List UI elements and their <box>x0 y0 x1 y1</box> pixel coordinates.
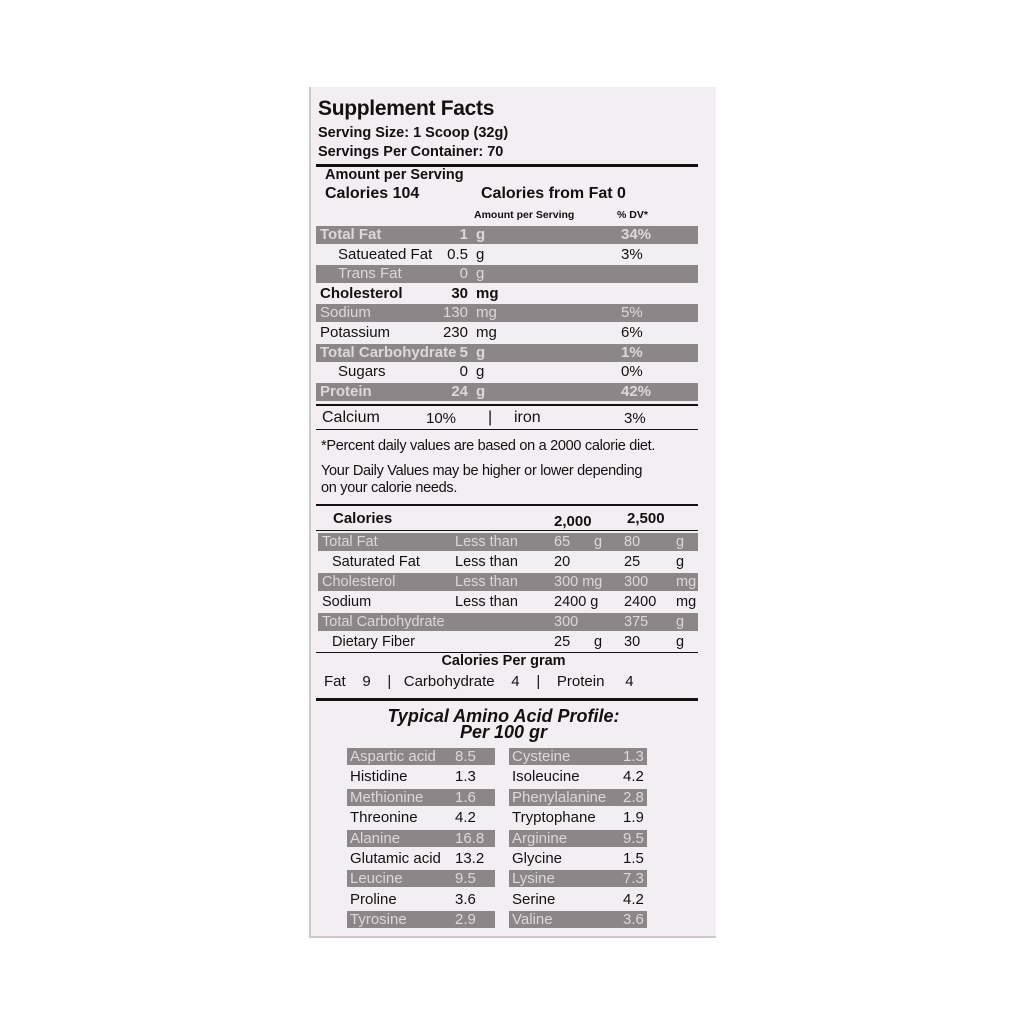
nutrient-row <box>316 344 698 362</box>
dv-value-2000: 65 <box>554 534 571 550</box>
nutrient-name: Protein <box>320 382 372 400</box>
dv-limit: Less than <box>455 554 518 570</box>
amino-value: 4.2 <box>455 809 476 827</box>
dv-unit-2500: mg <box>676 594 697 610</box>
nutrient-name: Cholesterol <box>320 284 403 302</box>
servings-per-container: Servings Per Container: 70 <box>318 144 504 160</box>
footnote-line3: on your calorie needs. <box>321 480 458 496</box>
dv-value-2500: 2400 <box>624 594 657 610</box>
amount-per-serving: Amount per Serving <box>325 167 464 183</box>
dv-row <box>318 613 698 631</box>
amino-row <box>509 809 647 826</box>
amino-row <box>347 768 495 785</box>
dv-col-2500: 2,500 <box>627 510 665 527</box>
calories-per-gram-title: Calories Per gram <box>441 653 566 669</box>
calories-from-fat: Calories from Fat 0 <box>481 185 626 202</box>
nutrient-unit: g <box>476 363 485 381</box>
amino-name: Isoleucine <box>512 768 580 786</box>
amino-value: 1.9 <box>623 809 644 827</box>
nutrient-row <box>316 324 698 342</box>
amino-row <box>347 748 495 765</box>
dv-row <box>318 553 698 571</box>
calories-per-gram-line: Fat 9 | Carbohydrate 4 | Protein 4 <box>324 673 634 690</box>
amino-name: Aspartic acid <box>350 748 436 765</box>
amino-row <box>347 830 495 847</box>
divider <box>316 504 698 506</box>
amino-name: Phenylalanine <box>512 788 607 806</box>
amino-row <box>509 911 647 928</box>
nutrient-name: Potassium <box>320 324 391 341</box>
amino-value: 4.2 <box>623 768 644 786</box>
nutrient-dv: 6% <box>621 324 643 341</box>
nutrient-amount: 30 <box>451 284 468 302</box>
amino-value: 8.5 <box>455 748 476 765</box>
nutrient-unit: mg <box>476 324 497 341</box>
dv-limit: Less than <box>455 574 518 590</box>
amino-row <box>347 891 495 908</box>
nutrient-unit: g <box>476 343 486 361</box>
footnote-line1: *Percent daily values are based on a 2000 calorie diet. <box>321 438 656 454</box>
nutrient-name: Total Carbohydrate <box>320 343 457 361</box>
dv-value-2500: 30 <box>624 634 641 650</box>
amino-name: Proline <box>350 890 397 908</box>
dv-row <box>318 593 698 611</box>
mineral-separator: | <box>488 409 493 426</box>
amino-row <box>509 870 647 887</box>
iron-value: 3% <box>624 410 646 427</box>
amino-name: Valine <box>512 911 553 929</box>
amino-value: 16.8 <box>455 829 485 847</box>
calcium-label: Calcium <box>322 409 380 426</box>
nutrient-amount: 0.5 <box>447 245 468 263</box>
dv-name: Total Carbohydrate <box>322 614 445 630</box>
nutrient-dv: 1% <box>621 343 643 361</box>
nutrient-name: Satueated Fat <box>338 245 433 263</box>
nutrient-amount: 130 <box>442 304 468 322</box>
nutrient-name: Trans Fat <box>338 265 402 283</box>
amino-value: 1.3 <box>455 768 476 786</box>
amino-value: 1.6 <box>455 788 476 806</box>
divider <box>316 530 698 531</box>
dv-row <box>318 533 698 551</box>
amino-name: Leucine <box>350 870 403 888</box>
nutrient-row <box>316 285 698 303</box>
divider <box>316 429 698 430</box>
col-dv-header: % DV* <box>617 209 648 221</box>
nutrient-amount: 1 <box>459 226 468 243</box>
amino-value: 13.2 <box>455 850 485 867</box>
nutrient-dv: 0% <box>621 363 643 381</box>
amino-value: 1.3 <box>623 748 644 765</box>
amino-value: 4.2 <box>623 890 644 908</box>
amino-value: 9.5 <box>455 870 476 888</box>
col-amount-header: Amount per Serving <box>474 209 575 221</box>
amino-subtitle: Per 100 gr <box>459 722 548 742</box>
nutrient-unit: g <box>476 265 485 283</box>
amino-value: 2.8 <box>623 788 644 806</box>
amino-name: Histidine <box>350 768 408 786</box>
nutrient-amount: 0 <box>459 363 468 381</box>
dv-unit-2000: g <box>594 634 603 650</box>
dv-unit-2500: g <box>676 634 685 650</box>
amino-value: 3.6 <box>455 890 476 908</box>
calories: Calories 104 <box>325 185 420 202</box>
nutrient-amount: 5 <box>459 343 468 361</box>
nutrient-unit: mg <box>476 304 497 322</box>
dv-unit-2500: mg <box>676 574 697 590</box>
amino-row <box>509 789 647 806</box>
nutrient-amount: 230 <box>442 324 468 341</box>
nutrient-amount: 0 <box>459 265 468 283</box>
nutrient-name: Sodium <box>320 304 371 322</box>
dv-limit: Less than <box>455 594 518 610</box>
iron-label: iron <box>514 409 541 426</box>
amino-name: Tryptophane <box>512 809 596 827</box>
nutrient-unit: g <box>476 226 486 243</box>
nutrient-name: Total Fat <box>320 226 382 243</box>
supplement-facts-label <box>309 87 716 938</box>
dv-name: Sodium <box>322 594 372 610</box>
amino-name: Serine <box>512 890 556 908</box>
amino-row <box>347 911 495 928</box>
nutrient-unit: g <box>476 245 485 263</box>
nutrient-name: Sugars <box>338 363 386 381</box>
nutrient-dv: 5% <box>621 304 643 322</box>
divider-thick <box>316 698 698 701</box>
amino-value: 3.6 <box>623 911 644 929</box>
nutrient-row <box>316 226 698 244</box>
calcium-value: 10% <box>426 410 457 427</box>
dv-name: Cholesterol <box>322 574 396 590</box>
amino-name: Threonine <box>350 809 418 827</box>
nutrient-unit: g <box>476 382 486 400</box>
dv-name: Total Fat <box>322 534 378 550</box>
amino-name: Glutamic acid <box>350 850 441 867</box>
dv-value-2000: 300 <box>554 614 579 630</box>
dv-name: Saturated Fat <box>332 554 420 570</box>
amino-row <box>347 809 495 826</box>
dv-name: Dietary Fiber <box>332 634 415 650</box>
nutrient-row <box>316 246 698 264</box>
nutrient-dv: 34% <box>621 226 652 243</box>
dv-value-2500: 25 <box>624 554 641 570</box>
dv-value-2500: 300 <box>624 574 649 590</box>
dv-unit-2000: g <box>594 534 603 550</box>
amino-row <box>509 891 647 908</box>
amino-title: Typical Amino Acid Profile: <box>387 706 620 726</box>
dv-value-2500: 375 <box>624 614 649 630</box>
nutrient-dv: 42% <box>621 382 652 400</box>
amino-name: Tyrosine <box>350 911 407 929</box>
amino-name: Alanine <box>350 829 401 847</box>
nutrient-unit: mg <box>476 284 499 302</box>
dv-row <box>318 633 698 651</box>
nutrient-amount: 24 <box>451 382 468 400</box>
amino-value: 2.9 <box>455 911 476 929</box>
dv-value-2500: 80 <box>624 534 641 550</box>
nutrient-row <box>316 265 698 283</box>
dv-calories-label: Calories <box>333 510 393 527</box>
amino-name: Cysteine <box>512 748 571 765</box>
label-title: Supplement Facts <box>318 97 495 120</box>
dv-unit-2500: g <box>676 614 685 630</box>
dv-unit-2500: g <box>676 534 685 550</box>
dv-row <box>318 573 698 591</box>
nutrient-row <box>316 383 698 401</box>
amino-row <box>509 768 647 785</box>
dv-col-2000: 2,000 <box>554 513 592 530</box>
nutrient-row <box>316 304 698 322</box>
dv-value-2000: 300 mg <box>554 574 603 590</box>
dv-limit: Less than <box>455 534 518 550</box>
divider <box>316 404 698 406</box>
dv-value-2000: 2400 g <box>554 594 599 610</box>
amino-value: 1.5 <box>623 850 644 867</box>
amino-name: Methionine <box>350 788 424 806</box>
amino-name: Lysine <box>512 870 555 888</box>
amino-row <box>347 789 495 806</box>
dv-value-2000: 25 <box>554 634 571 650</box>
nutrient-row <box>316 363 698 381</box>
amino-name: Arginine <box>512 829 568 847</box>
amino-row <box>347 870 495 887</box>
amino-row <box>509 748 647 765</box>
footnote-line2: Your Daily Values may be higher or lower depending <box>321 463 643 479</box>
amino-name: Glycine <box>512 850 563 867</box>
amino-row <box>509 830 647 847</box>
nutrient-dv: 3% <box>621 245 643 263</box>
amino-row <box>509 850 647 867</box>
dv-value-2000: 20 <box>554 554 571 570</box>
amino-value: 7.3 <box>623 870 644 888</box>
dv-unit-2500: g <box>676 554 685 570</box>
serving-size: Serving Size: 1 Scoop (32g) <box>318 125 509 141</box>
amino-row <box>347 850 495 867</box>
amino-value: 9.5 <box>623 829 644 847</box>
